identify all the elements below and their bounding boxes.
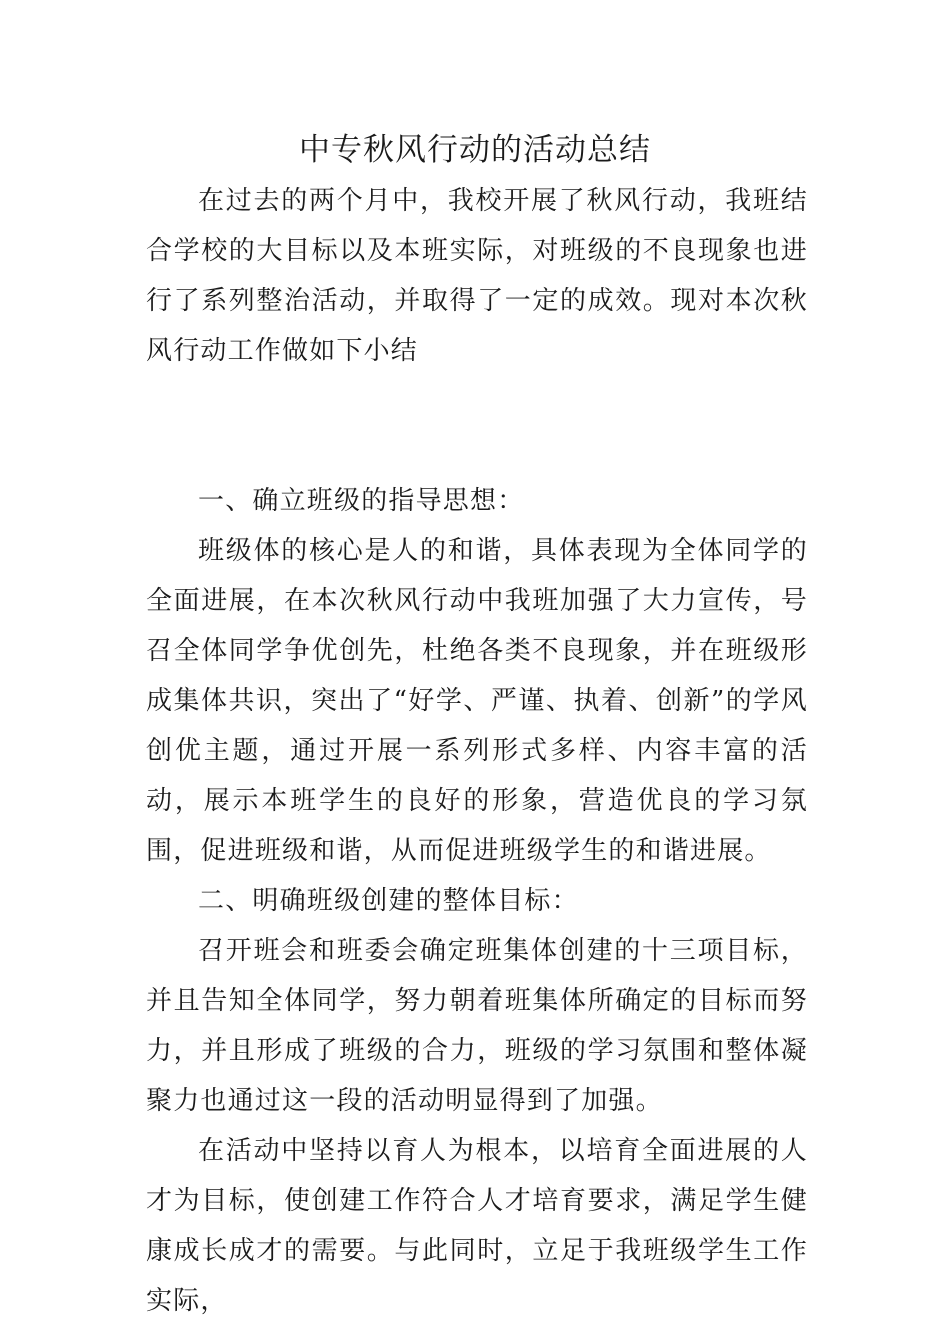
section2-heading: 二、明确班级创建的整体目标： — [198, 886, 579, 916]
paragraph-spacer — [146, 426, 808, 476]
section2-paragraph-1: 召开班会和班委会确定班集体创建的十三项目标，并且告知全体同学，努力朝着班集体所确定的目标而努力，并且形成了班级的合力，班级的学习氛围和整体凝聚力也通过这一段的活动明显得到了加强。 — [146, 936, 808, 1116]
paragraph-spacer — [146, 376, 808, 426]
document-title: 中专秋风行动的活动总结 — [299, 132, 651, 168]
section2-paragraph-2: 在活动中坚持以育人为根本，以培育全面进展的人才为目标，使创建工作符合人才培育要求，满足学生健康成长成才的需要。与此同时，立足于我班级学生工作实际， — [146, 1136, 808, 1316]
document-body — [146, 176, 808, 1326]
intro-paragraph: 在过去的两个月中，我校开展了秋风行动，我班结合学校的大目标以及本班实际，对班级的不良现象也进行了系列整治活动，并取得了一定的成效。现对本次秋风行动工作做如下小结 — [146, 186, 808, 366]
section1-paragraph: 班级体的核心是人的和谐，具体表现为全体同学的全面进展，在本次秋风行动中我班加强了大力宣传，号召全体同学争优创先，杜绝各类不良现象，并在班级形成集体共识，突出了“好学、严谨、执着、创新”的学风创优主题，通过开展一系列形式多样、内容丰富的活动，展示本班学生的良好的形象，营造优良的学习氛围，促进班级和谐，从而促进班级学生的和谐进展。 — [146, 536, 808, 866]
section1-heading: 一、确立班级的指导思想： — [198, 486, 525, 516]
